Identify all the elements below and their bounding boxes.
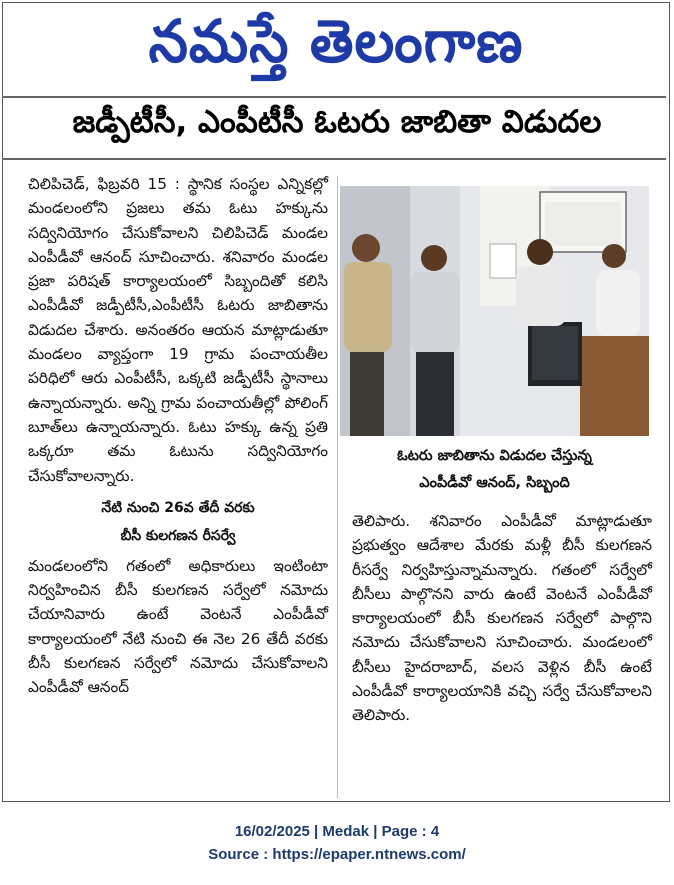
article-headline: జడ్పీటీసీ, ఎంపీటీసీ ఓటరు జాబితా విడుదల [72, 104, 602, 140]
column-divider [337, 176, 338, 798]
source-footer [0, 820, 674, 866]
article-paragraph-2: మండలంలోని గతంలో అధికారులు ఇంటింటా నిర్వహించిన బీసీ కులగణన సర్వేలో నమోదు చేయానివారు ఉంటే వెంటనే ఎంపీడీవో కార్యాలయంలో నేటి నుంచి ఈ నెల 26 తేదీ వరకు బీసీ కులగణన సర్వేలో నమోదు చేసుకోవాలని ఎంపీడీవో ఆనంద్ [28, 556, 328, 697]
article-paragraph-3: తెలిపారు. శనివారం ఎంపీడీవో మాట్లాడుతూ ప్రభుత్వం ఆదేశాల మేరకు మళ్లీ బీసీ కులగణన రీసర్వే నిర్వహిస్తున్నామన్నారు. గతంలో సర్వేలో బీసీలు పాల్గొనని వారు ఉంటే వెంటనే ఎంపీడీవో కార్యాలయంలో బీసీ కులగణన సర్వేలో పాల్గొని నమోదు చేసుకోవాలని సూచించారు. మండలంలో బీసీలు హైదరాబాద్, వలస వెళ్లిన బీసీ ఉంటే ఎంపీడీవో కార్యాలయానికి వచ్చి సర్వే చేసుకోవాలని తెలిపారు. [352, 512, 652, 725]
article-right-column [352, 509, 652, 728]
caption-line-2: ఎంపీడీవో ఆనంద్, సిబ్బంది [419, 475, 570, 491]
footer-date-line: 16/02/2025 | Medak | Page : 4 [234, 823, 440, 840]
footer-source-line: Source : https://epaper.ntnews.com/ [208, 846, 466, 863]
masthead [3, 3, 669, 95]
photo-illustration [340, 186, 649, 436]
caption-line-1: ఓటరు జాబితాను విడుదల చేస్తున్న [397, 448, 592, 464]
article-subhead [28, 494, 328, 550]
masthead-logo: నమస్తే తెలంగాణ [148, 7, 524, 77]
subhead-line-1: నేటి నుంచి 26వ తేదీ వరకు [101, 499, 255, 516]
article-photo [340, 186, 649, 436]
article-left-column [28, 172, 328, 700]
photo-caption [340, 443, 649, 503]
article-paragraph: చిలిపిచెడ్, ఫిబ్రవరి 15 : స్థానిక సంస్థల ఎన్నికల్లో మండలంలోని ప్రజలు తమ ఓటు హక్కును సద్వినియోగం చేసుకోవాలని చిలిపిచెడ్ మండల ఎంపీడీవో ఆనంద్ సూచించారు. శనివారం మండల ప్రజా పరిషత్ కార్యాలయంలో సిబ్బందితో కలిసి ఎంపీడీవో జడ్పీటీసీ,ఎంపీటీసీ ఓటరు జాబితాను విడుదల చేశారు. అనంతరం ఆయన మాట్లాడుతూ మండలం వ్యాప్తంగా 19 గ్రామ పంచాయతీల పరిధిలో ఆరు ఎంపీటీసీ, ఒక్కటి జడ్పీటీసీ స్థానాలు ఉన్నాయన్నారు. అన్ని గ్రామ పంచాయతీల్లో పోలింగ్ బూత్‌లు ఉన్నాయన్నారు. ఓటు హక్కు ఉన్న ప్రతి ఒక్కరూ తమ ఓటును సద్వినియోగం చేసుకోవాలన్నారు. [28, 175, 328, 485]
masthead-rule [2, 96, 666, 98]
subhead-line-2: బీసీ కులగణన రీసర్వే [120, 527, 236, 544]
headline-rule [2, 158, 666, 160]
